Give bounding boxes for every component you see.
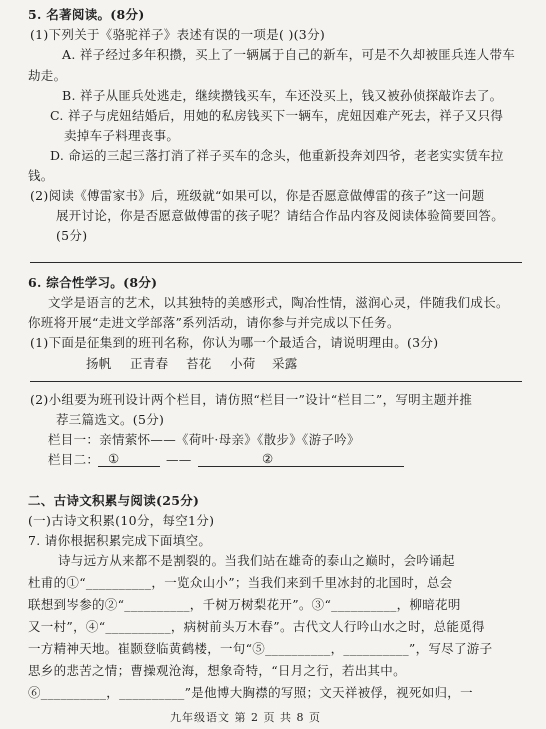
magazine-name: 采露: [272, 356, 298, 371]
q5-sub2-line3: (5分): [56, 228, 88, 243]
q6-intro-line1: 文学是语言的艺术，以其独特的美感形式，陶冶性情，滋润心灵，伴随我们成长。: [48, 295, 509, 310]
q7-line: 思乡的悲苦之情；曹操观沧海，想象奇特，“日月之行，若出其中。: [28, 663, 406, 678]
q5-sub2-line1: (2)阅读《傅雷家书》后，班级就“如果可以，你是否愿意做傅雷的孩子”这一问题: [30, 188, 485, 203]
q6-header: 6. 综合性学习。(8分): [28, 275, 158, 290]
q7-line: ⑥__________，__________”是他博大胸襟的写照；文天祥被俘，视死如归，一: [28, 685, 473, 700]
q5-answer-line[interactable]: [30, 262, 522, 263]
section2-header: 二、古诗文积累与阅读(25分): [28, 493, 200, 508]
magazine-name: 正青春: [130, 356, 169, 371]
q7-header: 7. 请你根据积累完成下面填空。: [28, 533, 212, 548]
column-two-dash: ——: [166, 452, 192, 467]
q5-sub2-line2: 展开讨论，你是否愿意做傅雷的孩子呢？请结合作品内容及阅读体验简要回答。: [56, 208, 505, 223]
column-two-blank-2[interactable]: [198, 466, 404, 467]
q6-sub2-line2: 荐三篇选文。(5分): [56, 412, 165, 427]
q5-option-a-line1: A. 祥子经过多年积攒，买上了一辆属于自己的新车，可是不久却被匪兵连人带车: [62, 47, 516, 62]
column-two-mark-1: ①: [108, 451, 120, 466]
q7-line: 联想到岑参的②“__________，千树万树梨花开”。③“__________，柳暗花明: [28, 597, 461, 612]
q6-sub1-prompt: (1)下面是征集到的班刊名称，你认为哪一个最适合，请说明理由。(3分): [30, 335, 439, 350]
q5-option-d-line1: D. 命运的三起三落打消了祥子买车的念头，他重新投奔刘四爷，老老实实赁车拉: [50, 148, 504, 163]
column-one: 栏目一：亲情萦怀——《荷叶·母亲》《散步》《游子吟》: [48, 432, 360, 447]
q5-header: 5. 名著阅读。(8分): [28, 7, 145, 22]
magazine-name: 苔花: [186, 356, 212, 371]
q6-sub1-answer-line[interactable]: [30, 381, 522, 382]
q5-option-c-line1: C. 祥子与虎妞结婚后，用她的私房钱买下一辆车，虎妞因难产死去，祥子又只得: [50, 108, 504, 123]
section2-sub-header: (一)古诗文积累(10分，每空1分): [28, 513, 215, 528]
q7-line: 又一村”，④“__________，病树前头万木春”。古代文人行吟山水之时，总能觅得: [28, 619, 485, 634]
q6-sub2-line1: (2)小组要为班刊设计两个栏目，请仿照“栏目一”设计“栏目二”，写明主题并推: [30, 392, 473, 407]
q6-intro-line2: 你班将开展“走进文学部落”系列活动，请你参与并完成以下任务。: [28, 315, 400, 330]
column-two-label: 栏目二：: [48, 452, 100, 467]
magazine-name: 扬帆: [86, 356, 112, 371]
q7-line: 杜甫的①“__________，一览众山小”；当我们来到千里冰封的北国时，总会: [28, 575, 453, 590]
q5-sub1-prompt: (1)下列关于《骆驼祥子》表述有误的一项是( )(3分): [30, 27, 326, 42]
q5-option-c-line2: 卖掉车子料理丧事。: [64, 128, 180, 143]
q5-option-d-line2: 钱。: [28, 168, 54, 183]
page-footer: 九年级语文 第 2 页 共 8 页: [170, 711, 321, 724]
q5-option-a-line2: 劫走。: [28, 68, 67, 83]
q7-line: 诗与远方从来都不是割裂的。当我们站在雄奇的泰山之巅时，会吟诵起: [58, 553, 455, 568]
magazine-name: 小荷: [230, 356, 256, 371]
q7-line: 一方精神天地。崔颢登临黄鹤楼，一句“⑤__________，__________”，写尽了游子: [28, 641, 493, 656]
column-two-mark-2: ②: [262, 451, 274, 466]
q5-option-b: B. 祥子从匪兵处逃走，继续攒钱买车，车还没买上，钱又被孙侦探敲诈去了。: [62, 88, 503, 103]
